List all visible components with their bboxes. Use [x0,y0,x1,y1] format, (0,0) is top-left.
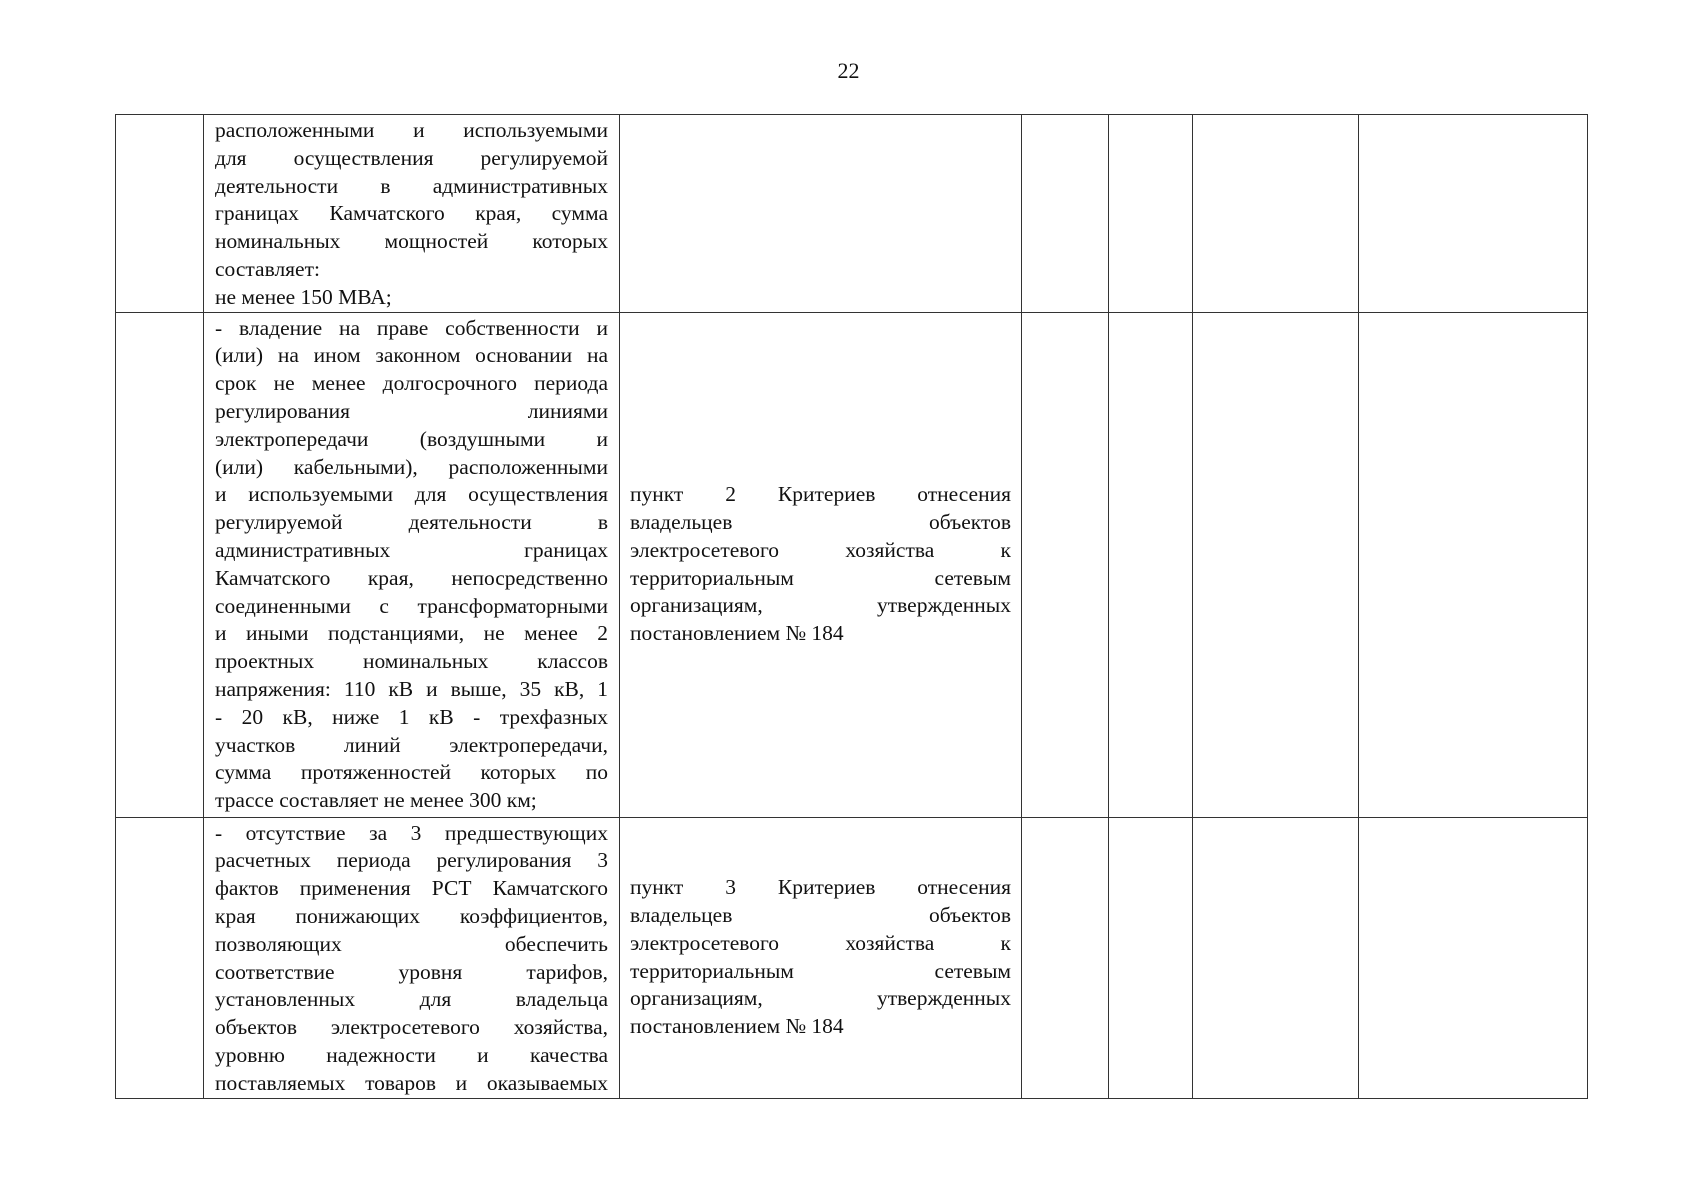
cell-empty [1109,817,1193,1098]
text-line: срок не менее долгосрочного периода [215,371,608,396]
reference-line: владельцев объектов [630,509,1011,534]
text-line: и используемыми для осуществления [215,482,608,507]
text-line: номинальных мощностей которых [215,229,608,254]
cell-empty [1193,817,1359,1098]
table-row [116,115,1588,313]
cell-empty [1193,115,1359,313]
text-line: расположенными и используемыми [215,118,608,142]
cell-empty [1109,115,1193,313]
text-line: - отсутствие за 3 предшествующих [215,820,608,845]
text-line: административных границах [215,537,608,562]
cell-number [116,817,204,1098]
text-line: деятельности в административных [215,173,608,198]
cell-criterion-text [204,817,620,1098]
reference-line: постановлением № 184 [630,621,844,646]
text-line: трассе составляет не менее 300 км; [215,788,537,813]
text-line: для осуществления регулируемой [215,145,608,170]
table-row [116,817,1588,1098]
text-line: составляет: [215,256,320,281]
text-line: поставляемых товаров и оказываемых [215,1070,608,1095]
text-line: (или) на ином законном основании на [215,343,608,368]
cell-empty [1109,312,1193,817]
reference-line: пункт 3 Критериев отнесения [630,875,1011,900]
reference-line: территориальным сетевым [630,958,1011,983]
text-line: соединенными с трансформаторными [215,593,608,618]
text-line: уровню надежности и качества [215,1042,608,1067]
page-number: 22 [837,58,860,83]
reference-line: организациям, утвержденных [630,593,1011,618]
text-line: (или) кабельными), расположенными [215,454,608,479]
reference-line: электросетевого хозяйства к [630,930,1011,955]
cell-empty [1022,312,1109,817]
reference-line: организациям, утвержденных [630,986,1011,1011]
text-line: регулирования линиями [215,398,608,423]
text-line: напряжения: 110 кВ и выше, 35 кВ, 1 [215,676,608,701]
text-line: соответствие уровня тарифов, [215,959,608,984]
text-line: границах Камчатского края, сумма [215,201,608,226]
text-line: расчетных периода регулирования 3 [215,848,608,873]
reference-line: владельцев объектов [630,902,1011,927]
reference-line: постановлением № 184 [630,1014,844,1039]
table-row [116,312,1588,817]
cell-empty [1359,312,1588,817]
text-line: установленных для владельца [215,987,608,1012]
cell-reference [620,115,1022,313]
text-line: электропередачи (воздушными и [215,426,608,451]
cell-empty [1359,817,1588,1098]
cell-empty [1022,115,1109,313]
text-line: проектных номинальных классов [215,649,608,674]
text-line: регулируемой деятельности в [215,510,608,535]
reference-text [630,874,1011,1041]
text-line: Камчатского края, непосредственно [215,565,608,590]
cell-reference [620,312,1022,817]
text-line: края понижающих коэффициентов, [215,903,608,928]
cell-criterion-text [204,115,620,313]
cell-number [116,115,204,313]
cell-empty [1359,115,1588,313]
reference-line: пункт 2 Критериев отнесения [630,482,1011,507]
reference-line: электросетевого хозяйства к [630,537,1011,562]
text-line: объектов электросетевого хозяйства, [215,1015,608,1040]
text-line: позволяющих обеспечить [215,931,608,956]
text-line: - 20 кВ, ниже 1 кВ - трехфазных [215,704,608,729]
cell-empty [1193,312,1359,817]
criteria-table [115,114,1588,1099]
reference-text [630,481,1011,648]
text-line: фактов применения РСТ Камчатского [215,876,608,901]
cell-empty [1022,817,1109,1098]
text-line: и иными подстанциями, не менее 2 [215,621,608,646]
text-line: сумма протяженностей которых по [215,760,608,785]
text-line: участков линий электропередачи, [215,732,608,757]
reference-line: территориальным сетевым [630,565,1011,590]
text-line: - владение на праве собственности и [215,315,608,340]
cell-reference [620,817,1022,1098]
cell-criterion-text [204,312,620,817]
cell-number [116,312,204,817]
text-line: не менее 150 МВА; [215,284,392,309]
